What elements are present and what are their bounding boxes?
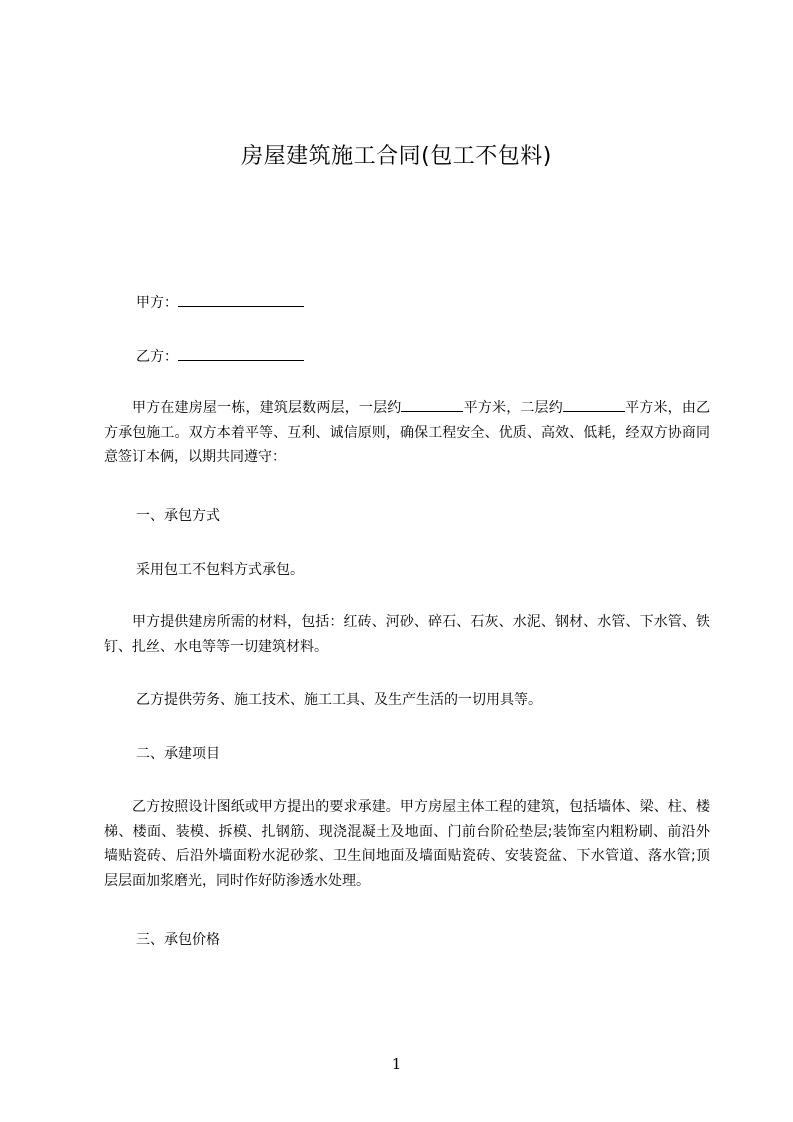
floor1-area-blank [401,396,463,412]
section2-paragraph: 乙方按照设计图纸或甲方提出的要求承建。甲方房屋主体工程的建筑，包括墙体、梁、柱、楼梯、楼面、装模、拆模、扎钢筋、现浇混凝土及地面、门前台阶砼垫层;装饰室内粗粉刷、前沿外墙贴瓷砖、后沿外墙面粉水泥砂浆、卫生间地面及墙面贴瓷砖、安装瓷盆、下水管道、落水管;顶层层面加浆磨光，同时作好防渗透水处理。 [104,799,710,889]
intro-text-1: 甲方在建房屋一栋，建筑层数两层，一层约 [132,400,402,416]
document-title: 房屋建筑施工合同(包工不包料) [241,144,552,169]
party-b-blank [178,345,304,361]
intro-text-3: 平方米，由乙方承包施工。双方本着平等、互利、诚信原则，确保工程安全、优质、高效、低耗，经双方协商同意签订本俩，以期共同遵守： [104,400,711,465]
floor2-area-blank [563,396,625,412]
section1-heading: 一、承包方式 [136,508,220,524]
section3-heading: 三、承包价格 [136,932,220,948]
section1-paragraph-3: 乙方提供劳务、施工技术、施工工具、及生产生活的一切用具等。 [136,692,542,708]
section2-heading: 二、承建项目 [136,746,220,762]
party-a-line [136,291,304,313]
section1-paragraph-1: 采用包工不包料方式承包。 [136,562,304,578]
page-number: 1 [391,1055,402,1073]
party-a-blank [178,291,304,307]
party-b-label: 乙方： [136,349,178,365]
party-b-line [136,345,304,367]
intro-paragraph [104,396,710,470]
party-a-label: 甲方： [136,295,178,311]
section1-paragraph-2: 甲方提供建房所需的材料，包括：红砖、河砂、碎石、石灰、水泥、钢材、水管、下水管、铁钉、扎丝、水电等等一切建筑材料。 [104,614,710,655]
intro-text-2: 平方米，二层约 [463,400,563,416]
